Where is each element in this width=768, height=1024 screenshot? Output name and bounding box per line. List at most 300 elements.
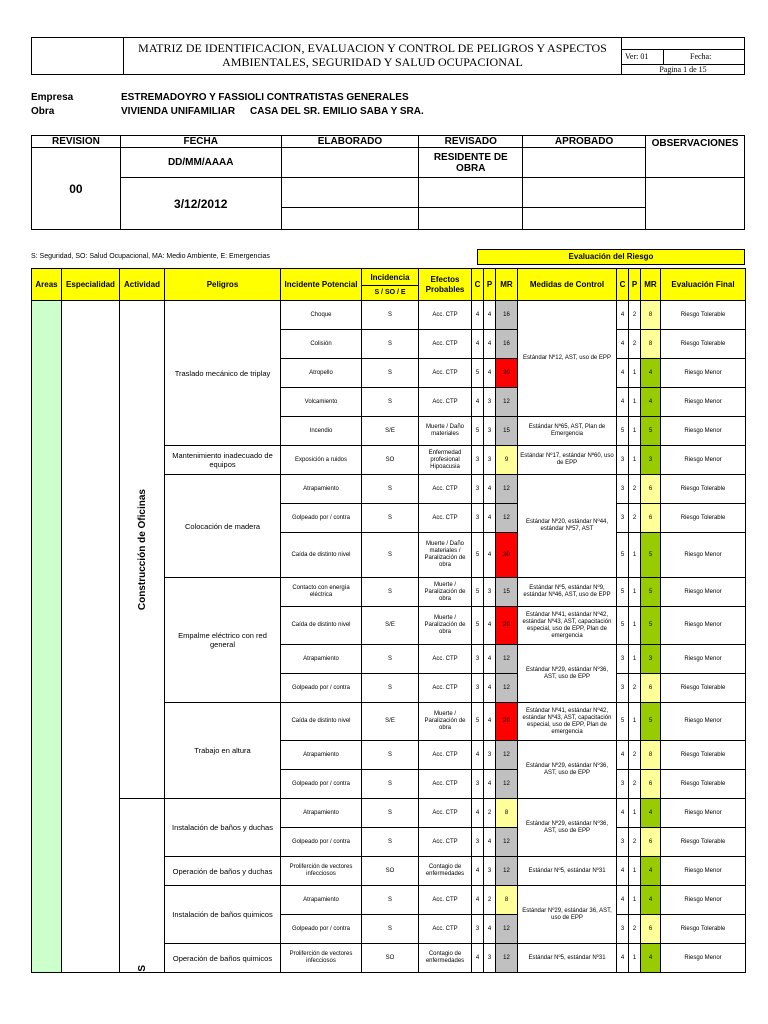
p-cell: 4 <box>484 703 496 741</box>
aprobado-cell-3 <box>523 208 646 230</box>
c-cell: 3 <box>472 446 484 475</box>
incidencia-cell: S <box>362 301 419 330</box>
c2-cell: 4 <box>617 799 629 828</box>
mr2-cell: 4 <box>641 857 661 886</box>
col-incidencia <box>362 269 419 301</box>
c2-cell: 5 <box>617 417 629 446</box>
efectos-cell: Acc. CTP <box>419 886 472 915</box>
p-cell: 4 <box>484 645 496 674</box>
evaluacion-final-cell: Riesgo Menor <box>661 359 746 388</box>
c-cell: 3 <box>472 674 484 703</box>
mr2-cell: 5 <box>641 533 661 578</box>
efectos-cell: Muerte / Paralización de obra <box>419 703 472 741</box>
c2-cell: 3 <box>617 504 629 533</box>
p2-cell: 1 <box>629 417 641 446</box>
table-row <box>32 799 746 828</box>
p-cell: 3 <box>484 857 496 886</box>
c-cell: 3 <box>472 475 484 504</box>
incidente-cell: Proliferción de vectores infecciosos <box>281 857 362 886</box>
mr2-cell: 6 <box>641 915 661 944</box>
c-cell: 4 <box>472 330 484 359</box>
incidencia-cell: S <box>362 741 419 770</box>
c2-cell: 4 <box>617 886 629 915</box>
evaluacion-header: Evaluación del Riesgo <box>477 249 745 265</box>
evaluacion-final-cell: Riesgo Tolerable <box>661 301 746 330</box>
medidas-cell: Estándar Nº5, estándar Nº31 <box>518 944 617 973</box>
c2-cell: 3 <box>617 828 629 857</box>
mr-cell: 20 <box>496 533 518 578</box>
evaluacion-final-cell: Riesgo Menor <box>661 417 746 446</box>
p2-cell: 1 <box>629 799 641 828</box>
p-cell: 4 <box>484 828 496 857</box>
c-cell: 5 <box>472 533 484 578</box>
c-cell: 5 <box>472 607 484 645</box>
medidas-cell: Estándar Nº5, estándar Nº9, estándar Nº46, AST, uso de EPP <box>518 578 617 607</box>
evaluacion-final-cell: Riesgo Menor <box>661 533 746 578</box>
col-mr2: MR <box>641 269 661 301</box>
evaluacion-final-cell: Riesgo Menor <box>661 799 746 828</box>
p2-cell: 1 <box>629 533 641 578</box>
efectos-cell: Acc. CTP <box>419 799 472 828</box>
mr-cell: 12 <box>496 504 518 533</box>
revisado-cell-2 <box>419 178 523 208</box>
p-cell: 4 <box>484 607 496 645</box>
mr2-cell: 3 <box>641 645 661 674</box>
p2-cell: 1 <box>629 944 641 973</box>
evaluacion-final-cell: Riesgo Tolerable <box>661 674 746 703</box>
incidente-cell: Atrapamiento <box>281 475 362 504</box>
incidente-cell: Golpeado por / contra <box>281 770 362 799</box>
c-cell: 4 <box>472 799 484 828</box>
mr2-cell: 5 <box>641 607 661 645</box>
revision-table <box>31 135 745 230</box>
p-cell: 4 <box>484 301 496 330</box>
evaluacion-final-cell: Riesgo Menor <box>661 388 746 417</box>
actividad-label: Construcción de Oficinas <box>136 488 148 611</box>
mr-cell: 12 <box>496 770 518 799</box>
version-label: Ver: 01 <box>622 50 664 64</box>
col-areas: Areas <box>32 269 62 301</box>
fecha-value: 3/12/2012 <box>120 178 281 230</box>
incidente-cell: Incendio <box>281 417 362 446</box>
incidente-cell: Colisión <box>281 330 362 359</box>
medidas-cell: Estándar Nº5, estándar Nº31 <box>518 857 617 886</box>
p-cell: 3 <box>484 417 496 446</box>
mr-cell: 12 <box>496 475 518 504</box>
incidente-cell: Atropello <box>281 359 362 388</box>
incidencia-cell: S <box>362 645 419 674</box>
efectos-cell: Acc. CTP <box>419 388 472 417</box>
incidencia-cell: S <box>362 475 419 504</box>
actividad-label-2: S <box>136 965 148 972</box>
incidencia-cell: S <box>362 674 419 703</box>
incidente-cell: Atrapamiento <box>281 799 362 828</box>
document-header <box>31 37 745 75</box>
mr-cell: 20 <box>496 703 518 741</box>
c2-cell: 3 <box>617 770 629 799</box>
incidente-cell: Golpeado por / contra <box>281 504 362 533</box>
c-cell: 4 <box>472 886 484 915</box>
col-c2: C <box>617 269 629 301</box>
efectos-cell: Acc. CTP <box>419 359 472 388</box>
incidente-cell: Golpeado por / contra <box>281 828 362 857</box>
incidente-cell: Exposición a ruidos <box>281 446 362 475</box>
evaluacion-final-cell: Riesgo Tolerable <box>661 330 746 359</box>
peligro-cell: Colocación de madera <box>165 475 281 578</box>
peligro-cell: Traslado mecánico de triplay <box>165 301 281 446</box>
revisado-cell-3 <box>419 208 523 230</box>
c2-cell: 4 <box>617 388 629 417</box>
p-cell: 4 <box>484 475 496 504</box>
incidencia-cell: S <box>362 504 419 533</box>
p2-cell: 1 <box>629 857 641 886</box>
risk-matrix <box>31 268 746 973</box>
p2-cell: 1 <box>629 446 641 475</box>
incidencia-cell: S <box>362 828 419 857</box>
mr-cell: 12 <box>496 674 518 703</box>
p2-cell: 1 <box>629 703 641 741</box>
c-cell: 3 <box>472 504 484 533</box>
medidas-cell: Estándar Nº20, estándar Nº44, estándar Nº57, AST <box>518 475 617 578</box>
p2-cell: 1 <box>629 607 641 645</box>
col-p: P <box>484 269 496 301</box>
incidencia-cell: S <box>362 770 419 799</box>
p2-cell: 1 <box>629 578 641 607</box>
empresa-value: ESTREMADOYRO Y FASSIOLI CONTRATISTAS GENERALES <box>121 92 409 103</box>
efectos-cell: Muerte / Daño materiales / Paralización de obra <box>419 533 472 578</box>
elaborado-cell-3 <box>281 208 419 230</box>
c-cell: 5 <box>472 703 484 741</box>
c2-cell: 3 <box>617 446 629 475</box>
p-cell: 4 <box>484 915 496 944</box>
c-cell: 3 <box>472 645 484 674</box>
efectos-cell: Acc. CTP <box>419 330 472 359</box>
efectos-cell: Enfermedad profesional Hipoacusia <box>419 446 472 475</box>
mr-cell: 12 <box>496 741 518 770</box>
evaluacion-final-cell: Riesgo Tolerable <box>661 828 746 857</box>
mr2-cell: 6 <box>641 504 661 533</box>
incidencia-cell: SO <box>362 944 419 973</box>
mr2-cell: 8 <box>641 741 661 770</box>
c2-cell: 3 <box>617 915 629 944</box>
table-row <box>32 301 746 330</box>
incidente-cell: Golpeado por / contra <box>281 915 362 944</box>
p-cell: 3 <box>484 944 496 973</box>
col-medidas: Medidas de Control <box>518 269 617 301</box>
p-cell: 2 <box>484 886 496 915</box>
evaluacion-final-cell: Riesgo Menor <box>661 944 746 973</box>
efectos-cell: Acc. CTP <box>419 741 472 770</box>
c-cell: 3 <box>472 915 484 944</box>
evaluacion-final-cell: Riesgo Menor <box>661 607 746 645</box>
c-cell: 4 <box>472 301 484 330</box>
p2-cell: 2 <box>629 915 641 944</box>
incidencia-cell: S <box>362 799 419 828</box>
peligro-cell: Mantenimiento inadecuado de equipos <box>165 446 281 475</box>
legend-text: S: Seguridad, SO: Salud Ocupacional, MA: Medio Ambiente, E: Emergencias <box>31 253 270 260</box>
incidente-cell: Caída de distinto nivel <box>281 703 362 741</box>
incidencia-cell: S <box>362 388 419 417</box>
p-cell: 3 <box>484 446 496 475</box>
medidas-cell: Estándar Nº29, estándar 36, AST, uso de EPP <box>518 886 617 944</box>
peligro-cell: Operación de baños quimicos <box>165 944 281 973</box>
p2-cell: 2 <box>629 504 641 533</box>
p-cell: 4 <box>484 674 496 703</box>
c-cell: 5 <box>472 359 484 388</box>
incidente-cell: Atrapamiento <box>281 886 362 915</box>
efectos-cell: Muerte / Daño materiales <box>419 417 472 446</box>
incidente-cell: Caída de distinto nivel <box>281 533 362 578</box>
document-title <box>123 38 622 74</box>
p-cell: 4 <box>484 330 496 359</box>
mr2-cell: 4 <box>641 886 661 915</box>
evaluacion-final-cell: Riesgo Menor <box>661 446 746 475</box>
medidas-cell: Estándar Nº17, estándar Nº60, uso de EPP <box>518 446 617 475</box>
p2-cell: 1 <box>629 886 641 915</box>
medidas-cell: Estándar Nº41, estándar Nº42, estándar Nº43, AST, capacitación especial, uso de EPP, Plan de emergencia <box>518 607 617 645</box>
mr2-cell: 8 <box>641 301 661 330</box>
c2-cell: 5 <box>617 703 629 741</box>
c2-cell: 5 <box>617 578 629 607</box>
elaborado-cell <box>281 148 419 178</box>
peligro-cell: Instalación de baños y duchas <box>165 799 281 857</box>
col-p2: P <box>629 269 641 301</box>
incidente-cell: Contacto con energía eléctrica <box>281 578 362 607</box>
obra-label: Obra <box>31 106 55 117</box>
elaborado-header: ELABORADO <box>281 136 419 148</box>
c2-cell: 3 <box>617 475 629 504</box>
c2-cell: 5 <box>617 607 629 645</box>
c-cell: 4 <box>472 741 484 770</box>
incidencia-cell: S <box>362 886 419 915</box>
medidas-cell: Estándar Nº29, estándar Nº36, AST, uso de EPP <box>518 645 617 703</box>
evaluacion-final-cell: Riesgo Menor <box>661 578 746 607</box>
p-cell: 4 <box>484 770 496 799</box>
efectos-cell: Acc. CTP <box>419 645 472 674</box>
incidencia-cell: S <box>362 915 419 944</box>
aprobado-cell <box>523 148 646 178</box>
mr2-cell: 6 <box>641 828 661 857</box>
mr-cell: 16 <box>496 301 518 330</box>
col-final: Evaluación Final <box>661 269 746 301</box>
c2-cell: 4 <box>617 359 629 388</box>
especialidad-cell <box>62 301 120 973</box>
col-peligros: Peligros <box>165 269 281 301</box>
mr-cell: 16 <box>496 330 518 359</box>
p2-cell: 1 <box>629 645 641 674</box>
c2-cell: 4 <box>617 330 629 359</box>
evaluacion-final-cell: Riesgo Menor <box>661 645 746 674</box>
incidencia-cell: S <box>362 533 419 578</box>
incidente-cell: Proliferción de vectores infecciosos <box>281 944 362 973</box>
mr-cell: 8 <box>496 886 518 915</box>
incidencia-cell: S <box>362 330 419 359</box>
efectos-cell: Acc. CTP <box>419 504 472 533</box>
p-cell: 4 <box>484 359 496 388</box>
incidencia-cell: S/E <box>362 703 419 741</box>
p2-cell: 2 <box>629 770 641 799</box>
mr-cell: 12 <box>496 645 518 674</box>
incidencia-cell: SO <box>362 446 419 475</box>
fecha-header: FECHA <box>120 136 281 148</box>
p2-cell: 2 <box>629 674 641 703</box>
mr-cell: 12 <box>496 944 518 973</box>
medidas-cell: Estándar Nº65, AST, Plan de Emergencia <box>518 417 617 446</box>
elaborado-cell-2 <box>281 178 419 208</box>
p2-cell: 2 <box>629 828 641 857</box>
mr-cell: 12 <box>496 388 518 417</box>
evaluacion-final-cell: Riesgo Tolerable <box>661 915 746 944</box>
mr-cell: 8 <box>496 799 518 828</box>
fecha-label: Fecha: <box>690 52 712 61</box>
evaluacion-final-cell: Riesgo Tolerable <box>661 770 746 799</box>
peligro-cell: Trabajo en altura <box>165 703 281 799</box>
page-indicator: Pagina 1 de 15 <box>659 65 707 74</box>
peligro-cell: Instalación de baños quimicos <box>165 886 281 944</box>
p-cell: 3 <box>484 578 496 607</box>
incidencia-cell: S <box>362 359 419 388</box>
mr-cell: 12 <box>496 828 518 857</box>
mr2-cell: 4 <box>641 359 661 388</box>
col-c: C <box>472 269 484 301</box>
title-line-2: AMBIENTALES, SEGURIDAD Y SALUD OCUPACIONAL <box>222 55 523 69</box>
mr-cell: 15 <box>496 578 518 607</box>
revisado-value: RESIDENTE DE OBRA <box>419 148 523 178</box>
mr-cell: 20 <box>496 607 518 645</box>
c-cell: 4 <box>472 388 484 417</box>
medidas-cell: Estándar Nº41, estándar Nº42, estándar Nº43, AST, capacitación especial, uso de EPP, Plan de emergencia <box>518 703 617 741</box>
incidencia-label: Incidencia <box>362 270 418 286</box>
aprobado-cell-2 <box>523 178 646 208</box>
efectos-cell: Muerte / Paralización de obra <box>419 578 472 607</box>
p-cell: 4 <box>484 504 496 533</box>
aprobado-header: APROBADO <box>523 136 646 148</box>
mr2-cell: 3 <box>641 446 661 475</box>
incidente-cell: Golpeado por / contra <box>281 674 362 703</box>
incidente-cell: Caída de distinto nivel <box>281 607 362 645</box>
mr-cell: 9 <box>496 446 518 475</box>
c2-cell: 3 <box>617 645 629 674</box>
p-cell: 3 <box>484 741 496 770</box>
mr2-cell: 4 <box>641 388 661 417</box>
mr2-cell: 8 <box>641 330 661 359</box>
mr-cell: 15 <box>496 417 518 446</box>
col-incidente: Incidente Potencial <box>281 269 362 301</box>
c2-cell: 4 <box>617 857 629 886</box>
incidente-cell: Atrapamiento <box>281 741 362 770</box>
p2-cell: 2 <box>629 741 641 770</box>
c-cell: 4 <box>472 944 484 973</box>
incidente-cell: Volcamiento <box>281 388 362 417</box>
p2-cell: 1 <box>629 388 641 417</box>
actividad-cell <box>120 301 165 799</box>
evaluacion-final-cell: Riesgo Menor <box>661 703 746 741</box>
incidencia-cell: S/E <box>362 607 419 645</box>
evaluacion-final-cell: Riesgo Menor <box>661 857 746 886</box>
c2-cell: 4 <box>617 301 629 330</box>
actividad-cell-2 <box>120 799 165 973</box>
incidente-cell: Atrapamiento <box>281 645 362 674</box>
c2-cell: 5 <box>617 533 629 578</box>
evaluacion-final-cell: Riesgo Tolerable <box>661 504 746 533</box>
c-cell: 5 <box>472 578 484 607</box>
efectos-cell: Muerte / Paralización de obra <box>419 607 472 645</box>
c-cell: 3 <box>472 770 484 799</box>
mr2-cell: 6 <box>641 475 661 504</box>
observaciones-cell <box>646 178 745 230</box>
col-especialidad: Especialidad <box>62 269 120 301</box>
efectos-cell: Acc. CTP <box>419 770 472 799</box>
efectos-cell: Contagio de enfermedades <box>419 944 472 973</box>
obra-value: VIVIENDA UNIFAMILIAR <box>121 106 236 117</box>
p-cell: 2 <box>484 799 496 828</box>
evaluacion-final-cell: Riesgo Tolerable <box>661 741 746 770</box>
incidencia-cell: SO <box>362 857 419 886</box>
efectos-cell: Acc. CTP <box>419 915 472 944</box>
efectos-cell: Acc. CTP <box>419 301 472 330</box>
mr2-cell: 5 <box>641 703 661 741</box>
p2-cell: 2 <box>629 301 641 330</box>
revision-number: 00 <box>32 148 121 230</box>
p2-cell: 1 <box>629 359 641 388</box>
title-line-1: MATRIZ DE IDENTIFICACION, EVALUACION Y CONTROL DE PELIGROS Y ASPECTOS <box>138 41 607 55</box>
p-cell: 3 <box>484 388 496 417</box>
p-cell: 4 <box>484 533 496 578</box>
peligro-cell: Operación de baños y duchas <box>165 857 281 886</box>
p2-cell: 2 <box>629 330 641 359</box>
c-cell: 4 <box>472 857 484 886</box>
evaluacion-final-cell: Riesgo Tolerable <box>661 475 746 504</box>
col-efectos: Efectos Probables <box>419 269 472 301</box>
revision-header: REVISION <box>32 136 121 148</box>
efectos-cell: Acc. CTP <box>419 674 472 703</box>
areas-cell <box>32 301 62 973</box>
incidente-cell: Choque <box>281 301 362 330</box>
p2-cell: 2 <box>629 475 641 504</box>
mr2-cell: 6 <box>641 674 661 703</box>
incidencia-sub-label: S / SO / E <box>374 288 406 296</box>
efectos-cell: Acc. CTP <box>419 475 472 504</box>
empresa-label: Empresa <box>31 92 74 103</box>
fecha-format: DD/MM/AAAA <box>120 148 281 178</box>
peligro-cell: Empalme eléctrico con red general <box>165 578 281 703</box>
obra-value-2: CASA DEL SR. EMILIO SABA Y SRA. <box>250 106 424 117</box>
efectos-cell: Acc. CTP <box>419 828 472 857</box>
mr-cell: 12 <box>496 857 518 886</box>
c-cell: 3 <box>472 828 484 857</box>
c-cell: 5 <box>472 417 484 446</box>
evaluacion-final-cell: Riesgo Menor <box>661 886 746 915</box>
revisado-header: REVISADO <box>419 136 523 148</box>
c2-cell: 4 <box>617 944 629 973</box>
mr2-cell: 5 <box>641 417 661 446</box>
mr-cell: 20 <box>496 359 518 388</box>
medidas-cell: Estándar Nº12, AST, uso de EPP <box>518 301 617 417</box>
mr2-cell: 4 <box>641 944 661 973</box>
c2-cell: 3 <box>617 674 629 703</box>
mr-cell: 12 <box>496 915 518 944</box>
document-meta <box>622 38 744 74</box>
col-mr: MR <box>496 269 518 301</box>
mr2-cell: 6 <box>641 770 661 799</box>
mr2-cell: 5 <box>641 578 661 607</box>
incidencia-cell: S <box>362 578 419 607</box>
medidas-cell: Estándar Nº29, estándar Nº36, AST, uso de EPP <box>518 799 617 857</box>
c2-cell: 4 <box>617 741 629 770</box>
mr2-cell: 4 <box>641 799 661 828</box>
medidas-cell: Estándar Nº29, estándar Nº36, AST, uso de EPP <box>518 741 617 799</box>
col-actividad: Actividad <box>120 269 165 301</box>
